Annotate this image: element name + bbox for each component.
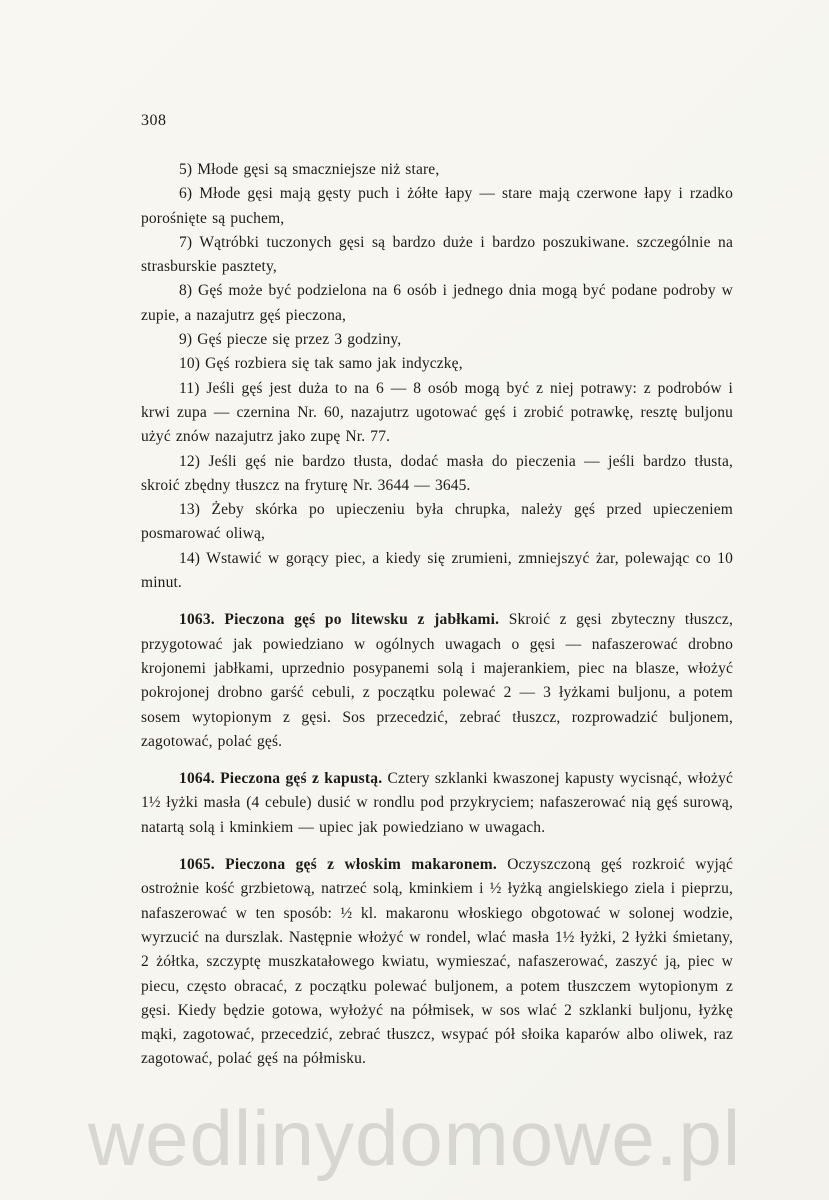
recipe-1064-body: Cztery szklanki kwaszonej kapusty wycisnąć, włożyć 1½ łyżki masła (4 cebule) dusić w rondlu pod przykryciem; nafaszerować nią gęś surową, natartą solą i kminkiem — upiec jak powiedziano w uwagach. bbox=[141, 770, 733, 836]
recipe-1065 bbox=[141, 853, 733, 1072]
page-content bbox=[141, 112, 733, 1072]
list-item-5: 5) Młode gęsi są smaczniejsze niż stare, bbox=[179, 161, 440, 178]
recipe-1063-body: Skroić z gęsi zbyteczny tłuszcz, przygotować jak powiedziano w ogólnych uwagach o gęsi — nafaszerować drobno krojonemi jabłkami, uprzednio posypanemi solą i majerankiem, piec na blasze, włożyć pokrojonej drobno garść cebuli, z początku polewać 2 — 3 łyżkami buljonu, a potem sosem wytopionym z gęsi. Sos przecedzić, zebrać tłuszcz, rozprowadzić buljonem, zagotować, polać gęś. bbox=[141, 611, 733, 750]
list-item-7: 7) Wątróbki tuczonych gęsi są bardzo duże i bardzo poszukiwane. szczególnie na strasburskie pasztety, bbox=[141, 233, 733, 276]
list-item-11: 11) Jeśli gęś jest duża to na 6 — 8 osób mogą być z niej potrawy: z podrobów i krwi zupa — czernina Nr. 60, nazajutrz ugotować gęś i zrobić potrawkę, resztę buljonu użyć znów nazajutrz jako zupę Nr. 77. bbox=[141, 379, 733, 446]
list-item-12: 12) Jeśli gęś nie bardzo tłusta, dodać masła do pieczenia — jeśli bardzo tłusta, skroić zbędny tłuszcz na fryturę Nr. 3644 — 3645. bbox=[141, 452, 733, 494]
recipe-1065-body: Oczyszczoną gęś rozkroić wyjąć ostrożnie kość grzbietową, natrzeć solą, kminkiem i ½ łyżką angielskiego ziela i pieprzu, nafaszerować w ten sposób: ½ kl. makaronu włoskiego obgotować w solonej wodzie, wyrzucić na durszlak. Następnie włożyć w rondel, wlać masła 1½ łyżki, 2 łyżki śmietany, 2 żółtka, szczyptę muszkatałowego kwiatu, wymieszać, nafaszerować, zaszyć ją, piec w piecu, często obracać, z początku polewać buljonem, a potem tłuszczem wytopionym z gęsi. Kiedy będzie gotowa, wyłożyć na półmisek, w sos wlać 2 szklanki buljonu, łyżkę mąki, zagotować, przecedzić, zebrać tłuszcz, wsypać pół słoika kaparów albo oliwek, raz zagotować, polać gęś na półmisku. bbox=[141, 856, 733, 1068]
list-item-9: 9) Gęś piecze się przez 3 godziny, bbox=[179, 331, 402, 349]
recipe-1063 bbox=[141, 608, 733, 754]
recipe-1064 bbox=[141, 767, 733, 840]
list-item-10: 10) Gęś rozbiera się tak samo jak indyczkę, bbox=[179, 355, 463, 373]
list-item-14: 14) Wstawić w gorący piec, a kiedy się zrumieni, zmniejszyć żar, polewając co 10 minut. bbox=[141, 549, 733, 592]
list-item-6: 6) Młode gęsi mają gęsty puch i żółte łapy — stare mają czerwone łapy i rzadko porośnięte są puchem, bbox=[141, 185, 733, 227]
page-number: 308 bbox=[141, 112, 167, 129]
recipe-1064-heading: 1064. Pieczona gęś z kapustą. bbox=[179, 770, 383, 788]
recipe-1065-heading: 1065. Pieczona gęś z włoskim makaronem. bbox=[179, 856, 497, 874]
list-item-13: 13) Żeby skórka po upieczeniu była chrupka, należy gęś przed upieczeniem posmarować oliwą, bbox=[141, 501, 733, 543]
list-item-8: 8) Gęś może być podzielona na 6 osób i jednego dnia mogą być podane podroby w zupie, a nazajutrz gęś pieczona, bbox=[141, 282, 733, 324]
recipe-1063-heading: 1063. Pieczona gęś po litewsku z jabłkami. bbox=[179, 611, 500, 629]
body-text bbox=[141, 158, 733, 1072]
watermark: wedlinydomowe.pl bbox=[87, 1094, 742, 1182]
